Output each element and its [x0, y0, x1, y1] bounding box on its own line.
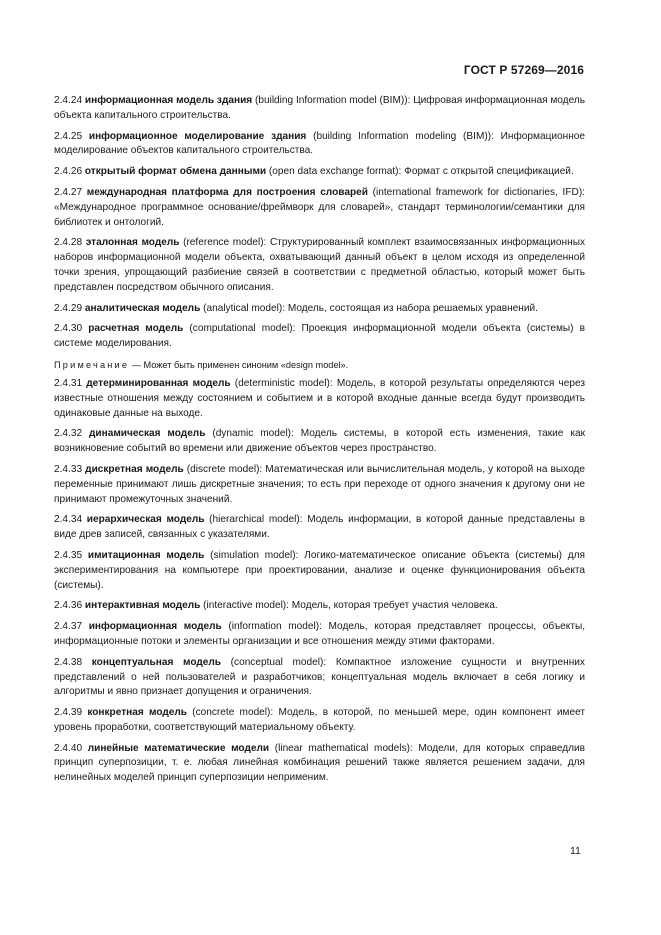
- entry-term: эталонная модель: [85, 237, 180, 249]
- note-label: Примечание: [54, 359, 130, 370]
- entry-number: 2.4.25: [54, 130, 83, 142]
- document-header: ГОСТ Р 57269—2016: [463, 63, 584, 77]
- entry-term: информационная модель: [88, 621, 222, 633]
- entry-definition: (computational model): Проекция информационной модели объекта (системы) в системе моделирования.: [54, 323, 585, 350]
- term-entry-2-4-35: [54, 549, 585, 593]
- entry-definition: (linear mathematical models): Модели, для которых справедлив принцип суперпозиции, т. е. любая линейная комбинация решений также является решением задачи, для нелинейных моделей принцип суперпозиции неприменим.: [54, 742, 585, 784]
- note: [54, 358, 585, 372]
- term-entry-2-4-24: [54, 94, 585, 124]
- page-number: 11: [570, 845, 581, 857]
- entry-number: 2.4.24: [54, 95, 83, 106]
- entry-term: динамическая модель: [89, 428, 206, 440]
- entry-definition: (dynamic model): Модель системы, в которой есть изменения, такие как возникновение событий во времени или движение объектов через пространство.: [54, 428, 585, 455]
- term-entry-2-4-33: [54, 463, 585, 507]
- entry-number: 2.4.39: [54, 707, 83, 719]
- entry-term: информационное моделирование здания: [88, 130, 307, 142]
- term-entry-2-4-25: [54, 130, 585, 160]
- entry-definition: (hierarchical model): Модель информации, в которой данные представлены в виде древ записей, связанных с указателями.: [54, 514, 585, 541]
- term-entry-2-4-34: [54, 513, 585, 543]
- term-entry-2-4-37: [54, 620, 585, 650]
- note-text: — Может быть применен синоним «design model».: [129, 359, 349, 370]
- term-entry-2-4-36: [54, 599, 585, 614]
- entry-term: информационная модель здания: [84, 95, 253, 106]
- entry-term: дискретная модель: [85, 463, 184, 475]
- term-entry-2-4-39: [54, 706, 585, 736]
- entry-number: 2.4.32: [54, 428, 83, 440]
- entry-definition: (conceptual model): Компактное изложение сущности и внутренних представлений о ней пользователей и разработчиков; концептуальная модель включает в себя логику и алгоритмы и явно признает допущения и ограничения.: [54, 656, 585, 698]
- entry-definition: (concrete model): Модель, в которой, по меньшей мере, один компонент имеет уровень проработки, соответствующий материальному объекту.: [54, 707, 585, 733]
- entry-number: 2.4.30: [54, 323, 83, 335]
- entry-definition: (interactive model): Модель, которая требует участия человека.: [200, 600, 498, 612]
- entry-definition: (analytical model): Модель, состоящая из набора решаемых уравнений.: [200, 302, 538, 314]
- entry-definition: (reference model): Структурированный комплект взаимосвязанных информационных наборов информационной модели объекта, охватывающий данный объект в целом исходя из определенной точки зрения, упрощающий разбиение связей в соответствии с предметной областью, который может быть представлен посредством обычного описания.: [54, 237, 585, 293]
- entry-number: 2.4.29: [54, 302, 83, 314]
- entry-term: имитационная модель: [87, 549, 205, 561]
- entry-number: 2.4.26: [54, 166, 83, 178]
- entry-number: 2.4.28: [54, 237, 83, 249]
- term-entry-2-4-28: [54, 236, 585, 295]
- term-entry-2-4-26: [54, 165, 585, 180]
- entry-number: 2.4.27: [54, 186, 83, 198]
- entry-definition: (building Information modeling (BIM)): Информационное моделирование объектов капитального строительства.: [54, 130, 585, 157]
- entry-definition: (discrete model): Математическая или вычислительная модель, у которой на выходе переменные принимают лишь дискретные значения; то есть при переходе от одного значения к другому они не принимают промежуточных значений.: [54, 463, 585, 505]
- entry-number: 2.4.34: [54, 514, 83, 526]
- entry-definition: (simulation model): Логико-математическое описание объекта (системы) для экспериментирования на компьютере при проектировании, анализе и оценке функционирования объекта (системы).: [54, 549, 585, 591]
- entry-number: 2.4.31: [54, 377, 83, 389]
- entry-term: линейные математические модели: [87, 742, 270, 754]
- entry-number: 2.4.37: [54, 621, 83, 633]
- entry-term: детерминированная модель: [86, 377, 231, 389]
- entry-term: иерархическая модель: [86, 514, 205, 526]
- entry-term: открытый формат обмена данными: [84, 166, 267, 178]
- entry-number: 2.4.33: [54, 463, 83, 475]
- term-entry-2-4-32: [54, 427, 585, 457]
- term-entry-2-4-27: [54, 186, 585, 230]
- term-entry-2-4-40: [54, 742, 585, 786]
- term-entry-2-4-30: [54, 322, 585, 352]
- term-entry-2-4-29: [54, 302, 585, 317]
- entry-term: интерактивная модель: [84, 600, 201, 612]
- entry-term: аналитическая модель: [84, 302, 201, 314]
- entry-term: конкретная модель: [87, 707, 187, 719]
- document-body: [54, 94, 585, 792]
- entry-number: 2.4.38: [54, 656, 83, 668]
- entry-term: концептуальная модель: [91, 656, 222, 668]
- entry-term: расчетная модель: [88, 323, 184, 335]
- entry-number: 2.4.35: [54, 549, 83, 561]
- entry-definition: (open data exchange format): Формат с открытой спецификацией.: [266, 166, 574, 178]
- entry-definition: (international framework for dictionaries, IFD): «Международное программное основание/фреймворк для словарей», стандарт терминологии/семантики для библиотек и онтологий.: [54, 186, 585, 228]
- entry-number: 2.4.40: [54, 742, 83, 754]
- entry-definition: (deterministic model): Модель, в которой результаты определяются через известные отношения между состоянием и событием и в которой входные данные всегда будут производить одинаковые данные на выходе.: [54, 377, 585, 419]
- entry-term: международная платформа для построения словарей: [86, 186, 368, 198]
- entry-number: 2.4.36: [54, 600, 83, 612]
- term-entry-2-4-31: [54, 377, 585, 421]
- entry-definition: (information model): Модель, которая представляет процессы, объекты, информационные потоки и элементы организации и все отношения между этими факторами.: [54, 621, 586, 647]
- entry-definition: (building Information model (BIM)): Цифровая информационная модель объекта капитального строительства.: [54, 95, 585, 121]
- term-entry-2-4-38: [54, 656, 585, 700]
